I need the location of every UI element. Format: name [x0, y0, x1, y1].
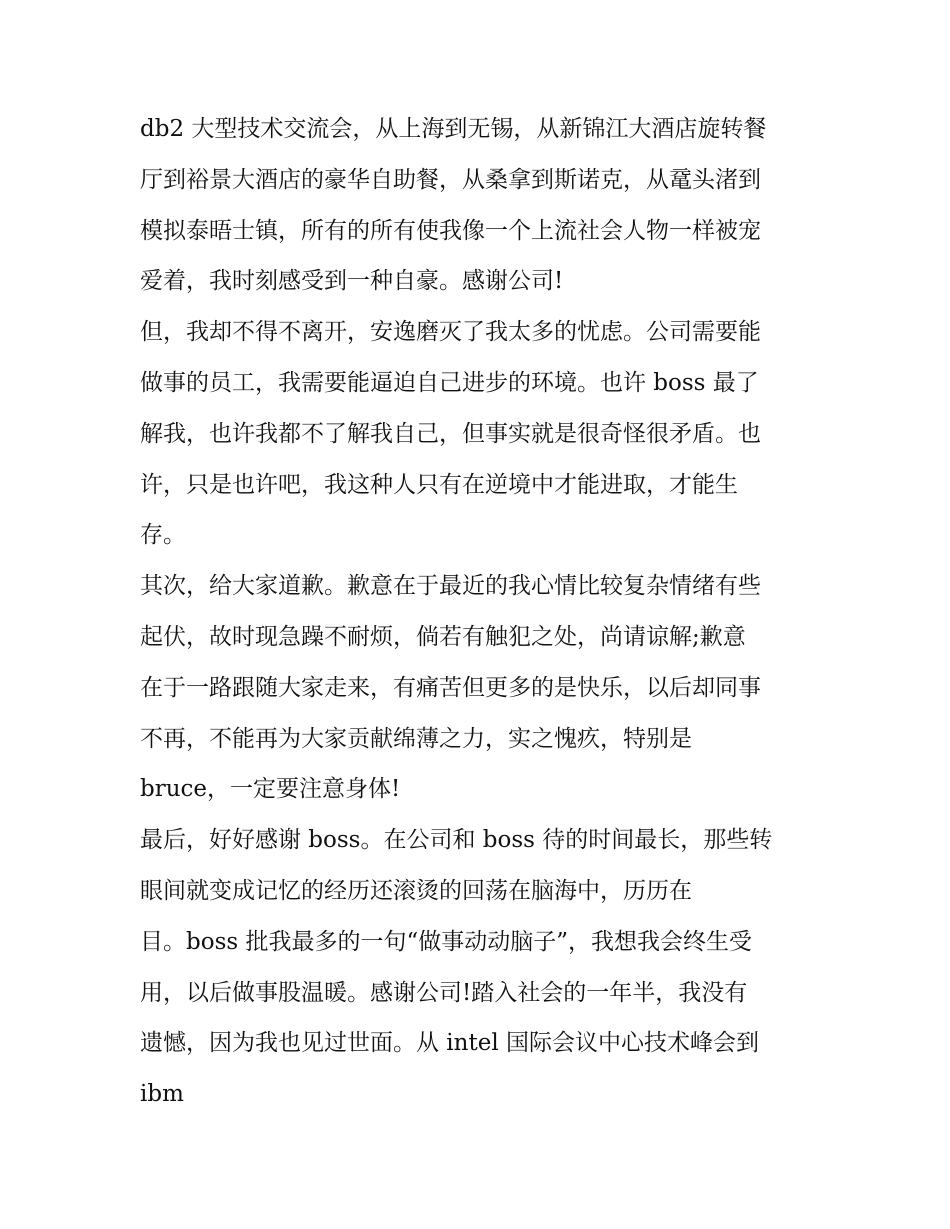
text-line: 不再，不能再为大家贡献绵薄之力，实之愧疚，特别是 — [140, 725, 692, 752]
text-line: 遗憾，因为我也见过世面。从 intel 国际会议中心技术峰会到 — [140, 1030, 760, 1057]
text-line: 解我，也许我都不了解我自己，但事实就是很奇怪很矛盾。也 — [140, 420, 761, 447]
text-line: ibm — [140, 1081, 184, 1108]
text-line: 爱着，我时刻感受到一种自豪。感谢公司! — [140, 268, 564, 295]
document-body — [140, 104, 820, 1120]
text-line: bruce，一定要注意身体! — [140, 776, 401, 803]
text-line: 在于一路跟随大家走来，有痛苦但更多的是快乐，以后却同事 — [140, 674, 761, 701]
text-line: 目。boss 批我最多的一句“做事动动脑子”，我想我会终生受 — [140, 928, 753, 955]
text-line: 其次，给大家道歉。歉意在于最近的我心情比较复杂情绪有些 — [140, 573, 761, 600]
text-line: 起伏，故时现急躁不耐烦，倘若有触犯之处，尚请谅解;歉意 — [140, 623, 746, 650]
text-line: 存。 — [140, 522, 186, 549]
text-line: 许，只是也许吧，我这种人只有在逆境中才能进取，才能生 — [140, 471, 738, 498]
text-line: 模拟泰晤士镇，所有的所有使我像一个上流社会人物一样被宠 — [140, 217, 761, 244]
text-line: 眼间就变成记忆的经历还滚烫的回荡在脑海中，历历在 — [140, 877, 692, 904]
text-line: 做事的员工，我需要能逼迫自己进步的环境。也许 boss 最了 — [140, 369, 759, 396]
text-line: db2 大型技术交流会，从上海到无锡，从新锦江大酒店旋转餐 — [140, 116, 767, 142]
text-line: 最后，好好感谢 boss。在公司和 boss 待的时间最长，那些转 — [140, 827, 773, 854]
text-line: 厅到裕景大酒店的豪华自助餐，从桑拿到斯诺克，从鼋头渚到 — [140, 166, 761, 193]
text-line: 用，以后做事股温暖。感谢公司!踏入社会的一年半，我没有 — [140, 979, 748, 1006]
text-line: 但，我却不得不离开，安逸磨灭了我太多的忧虑。公司需要能 — [140, 319, 761, 346]
